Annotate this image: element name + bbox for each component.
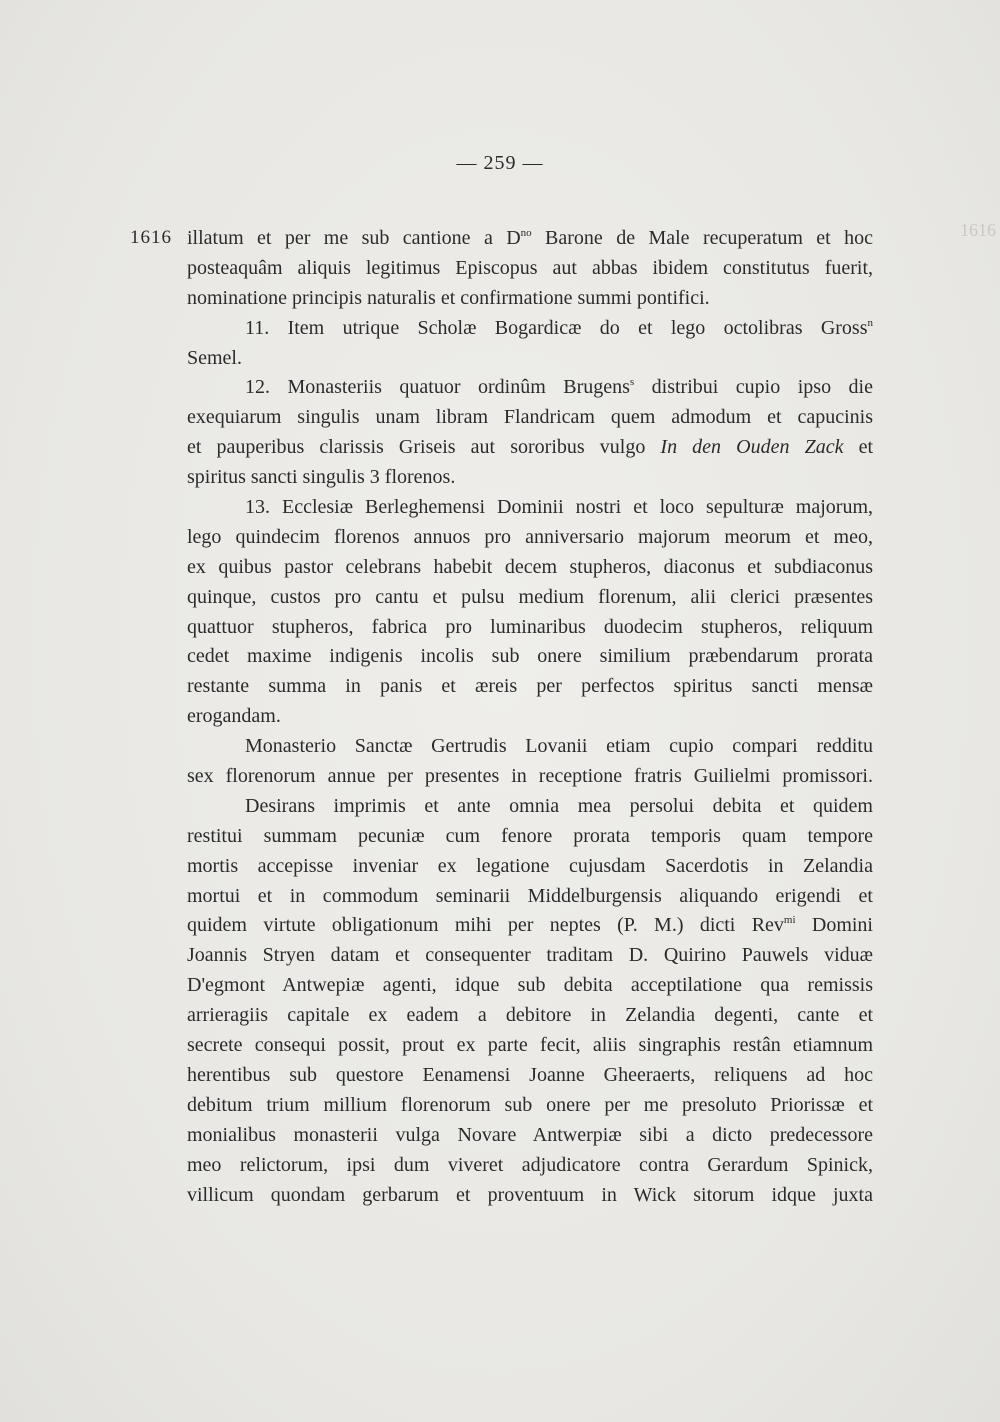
text-line: posteaquâm aliquis legitimus Episcopus aut abbas ibidem constitutus fuerit, [187, 256, 873, 279]
text-line: Semel. [187, 346, 242, 369]
text-line: D'egmont Antwepiæ agenti, idque sub debita acceptilatione qua remissis [187, 974, 873, 997]
text-line: herentibus sub questore Eenamensi Joanne Gheeraerts, reliquens ad hoc [187, 1063, 873, 1086]
text-line: 11. Item utrique Scholæ Bogardicæ do et lego octolibras Gross$^n$ [245, 316, 873, 339]
text-line: et pauperibus clarissis Griseis aut sororibus vulgo In den Ouden Zack et [187, 436, 874, 459]
text-line: sex florenorum annue per presentes in receptione fratris Guilielmi promissori. [187, 765, 873, 788]
text-line: ex quibus pastor celebrans habebit decem stupheros, diaconus et subdiaconus [187, 555, 873, 578]
body-text [187, 224, 873, 1210]
page-number: — 259 — [456, 152, 544, 174]
bleed-through-text: 1616 [960, 220, 996, 240]
text-line: Joannis Stryen datam et consequenter traditam D. Quirino Pauwels viduæ [187, 944, 873, 967]
text-line: 13. Ecclesiæ Berleghemensi Dominii nostri et loco sepulturæ majorum, [245, 496, 873, 519]
text-line: erogandam. [187, 705, 281, 728]
text-line: mortui et in commodum seminarii Middelburgensis aliquando erigendi et [187, 884, 873, 907]
text-line: restitui summam pecuniæ cum fenore prorata temporis quam tempore [187, 824, 873, 847]
text-line: villicum quondam gerbarum et proventuum in Wick sitorum idque juxta [187, 1183, 873, 1206]
text-line: mortis accepisse inveniar ex legatione cujusdam Sacerdotis in Zelandia [187, 854, 873, 877]
text-line: meo relictorum, ipsi dum viveret adjudicatore contra Gerardum Spinick, [187, 1153, 873, 1176]
text-line: Desirans imprimis et ante omnia mea persolui debita et quidem [245, 794, 873, 817]
text-line: Monasterio Sanctæ Gertrudis Lovanii etiam cupio compari redditu [245, 735, 873, 758]
text-line: quinque, custos pro cantu et pulsu medium florenum, alii clerici præsentes [187, 585, 873, 608]
text-line: exequiarum singulis unam libram Flandricam quem admodum et capucinis [187, 406, 873, 429]
text-line: spiritus sancti singulis 3 florenos. [187, 466, 456, 489]
text-line: quattuor stupheros, fabrica pro luminaribus duodecim stupheros, reliquum [187, 615, 873, 638]
margin-year: 1616 [130, 227, 172, 248]
text-line: secrete consequi possit, prout ex parte fecit, aliis singraphis restân etiamnum [187, 1034, 873, 1057]
text-line: quidem virtute obligationum mihi per neptes (P. M.) dicti Rev$^{mi}$ Domini [187, 914, 873, 937]
text-line: illatum et per me sub cantione a $D^{no}$ Barone de Male recuperatum et hoc [187, 227, 873, 249]
text-line: arrieragiis capitale ex eadem a debitore in Zelandia degenti, cante et [187, 1004, 873, 1027]
text-line: lego quindecim florenos annuos pro anniversario majorum meorum et meo, [187, 525, 873, 548]
text-line: 12. Monasteriis quatuor ordinûm Brugens$^s$ distribui cupio ipso die [245, 376, 873, 399]
text-line: nominatione principis naturalis et confirmatione summi pontifici. [187, 286, 710, 309]
text-line: monialibus monasterii vulga Novare Antwerpiæ sibi a dicto predecessore [187, 1123, 873, 1146]
text-line: debitum trium millium florenorum sub onere per me presoluto Priorissæ et [187, 1093, 873, 1116]
text-line: cedet maxime indigenis incolis sub onere similium præbendarum prorata [187, 645, 873, 668]
text-line: restante summa in panis et æreis per perfectos spiritus sancti mensæ [187, 675, 873, 698]
